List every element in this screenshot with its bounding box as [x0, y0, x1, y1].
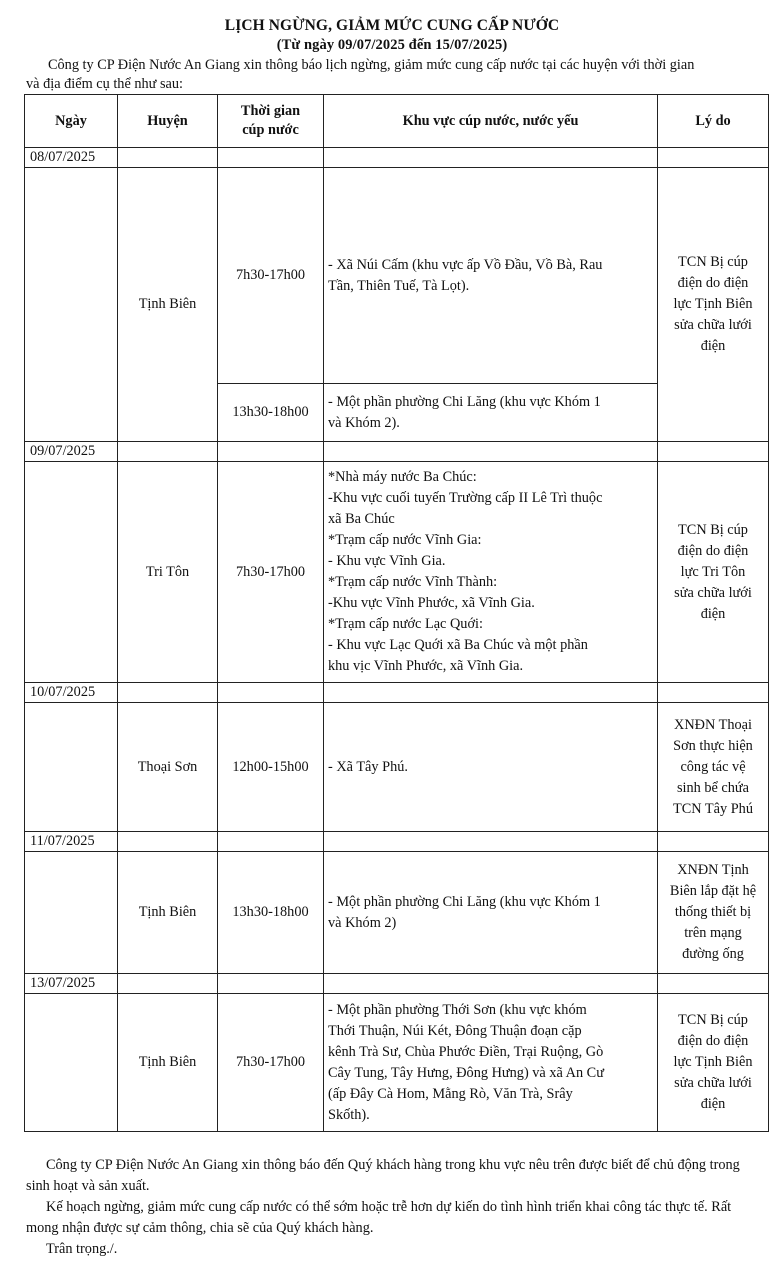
reason-line: sửa chữa lưới	[674, 317, 752, 333]
time-cell: 13h30-18h00	[218, 852, 324, 974]
area-line: xã Ba Chúc	[328, 511, 395, 527]
header-district: Huyện	[118, 95, 218, 148]
area-line: Thới Thuận, Núi Két, Đông Thuận đoạn cặp	[328, 1022, 582, 1039]
reason-line: thống thiết bị	[674, 904, 752, 920]
table-row	[25, 994, 769, 1132]
district-cell: Tịnh Biên	[118, 852, 218, 974]
reason-line: lực Tịnh Biên	[673, 1054, 753, 1070]
area-line: Cây Tung, Tây Hưng, Đông Hưng) và xã An Cư	[328, 1064, 604, 1081]
area-cell	[324, 384, 658, 442]
reason-line: sửa chữa lưới	[674, 584, 752, 601]
footer-paragraph-2: Kế hoạch ngừng, giảm mức cung cấp nước có thể sớm hoặc trễ hơn dự kiến do tình hình triển khai công tác thực tế. Rất mong nhận được sự cảm thông, chia sẽ của Quý khách hàng.	[26, 1199, 732, 1236]
district-cell: Thoại Sơn	[118, 703, 218, 832]
reason-line: TCN Bị cúp	[678, 521, 748, 538]
reason-line: điện	[700, 1096, 726, 1112]
area-line: Tần, Thiên Tuế, Tà Lọt).	[328, 277, 470, 294]
reason-line: sửa chữa lưới	[674, 1075, 752, 1091]
area-line: - Một phần phường Chi Lăng (khu vực Khóm 1	[328, 893, 601, 910]
reason-line: lực Tịnh Biên	[673, 296, 753, 312]
area-line: khu vịc Vĩnh Phước, xã Vĩnh Gia.	[328, 658, 524, 674]
reason-line: TCN Tây Phú	[673, 800, 753, 817]
area-line: *Nhà máy nước Ba Chúc:	[328, 469, 477, 485]
area-cell	[324, 462, 658, 683]
reason-cell	[658, 994, 769, 1132]
header-time-line2: cúp nước	[242, 122, 299, 138]
area-line: - Xã Tây Phú.	[328, 758, 408, 775]
area-line: *Trạm cấp nước Lạc Quới:	[328, 616, 483, 632]
table-row	[25, 852, 769, 974]
reason-line: đường ống	[682, 946, 744, 962]
document-subtitle: (Từ ngày 09/07/2025 đến 15/07/2025)	[276, 37, 508, 53]
time-cell: 13h30-18h00	[218, 384, 324, 442]
date-row	[25, 148, 769, 168]
date-cell: 08/07/2025	[25, 148, 118, 168]
reason-line: XNĐN Tịnh	[677, 862, 749, 878]
date-row	[25, 974, 769, 994]
area-cell	[324, 168, 658, 384]
area-line: và Khóm 2).	[328, 414, 400, 431]
intro-line-1: Công ty CP Điện Nước An Giang xin thông báo lịch ngừng, giảm mức cung cấp nước tại các huyện với thời gian	[48, 57, 695, 73]
area-cell	[324, 852, 658, 974]
header-area: Khu vực cúp nước, nước yếu	[324, 95, 658, 148]
date-cell: 13/07/2025	[25, 974, 118, 994]
time-cell: 7h30-17h00	[218, 462, 324, 683]
table-row	[25, 462, 769, 683]
reason-line: XNĐN Thoại	[674, 716, 752, 733]
table-row	[25, 703, 769, 832]
area-line: Skốth).	[328, 1106, 370, 1123]
district-cell: Tịnh Biên	[118, 168, 218, 442]
reason-line: điện	[700, 338, 726, 354]
area-cell	[324, 703, 658, 832]
time-cell: 7h30-17h00	[218, 168, 324, 384]
area-line: - Khu vực Vĩnh Gia.	[328, 553, 446, 569]
district-cell: Tịnh Biên	[118, 994, 218, 1132]
document-title: LỊCH NGỪNG, GIẢM MỨC CUNG CẤP NƯỚC	[224, 17, 560, 34]
area-line: - Xã Núi Cấm (khu vực ấp Vồ Đầu, Vồ Bà, Rau	[328, 256, 603, 273]
reason-cell	[658, 703, 769, 832]
area-cell	[324, 994, 658, 1132]
area-line: kênh Trà Sư, Chùa Phước Điền, Trại Ruộng, Gò	[328, 1043, 604, 1060]
date-row	[25, 442, 769, 462]
schedule-table	[24, 94, 769, 1132]
footer-closing: Trân trọng./.	[46, 1241, 118, 1257]
header-time-line1: Thời gian	[240, 103, 301, 119]
table-row	[25, 168, 769, 384]
area-line: - Một phần phường Chi Lăng (khu vực Khóm 1	[328, 393, 601, 410]
date-cell: 10/07/2025	[25, 683, 118, 703]
area-line: -Khu vực Vĩnh Phước, xã Vĩnh Gia.	[328, 595, 535, 611]
reason-cell	[658, 168, 769, 442]
reason-line: sinh bể chứa	[676, 779, 750, 796]
reason-line: TCN Bị cúp	[678, 1012, 748, 1028]
date-row	[25, 683, 769, 703]
date-row	[25, 832, 769, 852]
reason-line: điện do điện	[677, 1033, 749, 1049]
area-line: *Trạm cấp nước Vĩnh Thành:	[328, 574, 498, 590]
area-line: và Khóm 2)	[328, 914, 397, 931]
reason-cell	[658, 462, 769, 683]
time-cell: 12h00-15h00	[218, 703, 324, 832]
area-line: *Trạm cấp nước Vĩnh Gia:	[328, 532, 482, 548]
reason-line: điện do điện	[677, 275, 749, 291]
time-cell: 7h30-17h00	[218, 994, 324, 1132]
reason-line: Biên lắp đặt hệ	[669, 883, 757, 899]
footer-notice	[26, 1155, 766, 1260]
area-line: - Một phần phường Thới Sơn (khu vực khóm	[328, 1001, 587, 1018]
reason-line: trên mạng	[684, 925, 742, 941]
area-line: (ấp Đây Cà Hom, Mằng Rò, Văn Trà, Srây	[328, 1085, 573, 1102]
reason-cell	[658, 852, 769, 974]
reason-line: Sơn thực hiện	[673, 737, 753, 754]
intro-line-2: và địa điểm cụ thể như sau:	[26, 76, 184, 92]
area-line: - Khu vực Lạc Quới xã Ba Chúc và một phần	[328, 637, 588, 653]
date-cell: 11/07/2025	[25, 832, 118, 852]
reason-line: điện	[700, 605, 726, 622]
reason-line: công tác vệ	[680, 758, 746, 775]
reason-line: lực Tri Tôn	[680, 563, 746, 580]
area-line: -Khu vực cuối tuyến Trường cấp II Lê Trì thuộc	[328, 490, 603, 506]
intro-paragraph	[26, 56, 766, 94]
table-header-row	[25, 95, 769, 148]
reason-line: TCN Bị cúp	[678, 254, 748, 270]
header-date: Ngày	[25, 95, 118, 148]
district-cell: Tri Tôn	[118, 462, 218, 683]
date-cell: 09/07/2025	[25, 442, 118, 462]
footer-paragraph-1: Công ty CP Điện Nước An Giang xin thông báo đến Quý khách hàng trong khu vực nêu trên được biết để chủ động trong sinh hoạt và sản xuất.	[26, 1157, 740, 1194]
reason-line: điện do điện	[677, 542, 749, 559]
header-reason: Lý do	[658, 95, 769, 148]
header-time	[218, 95, 324, 148]
